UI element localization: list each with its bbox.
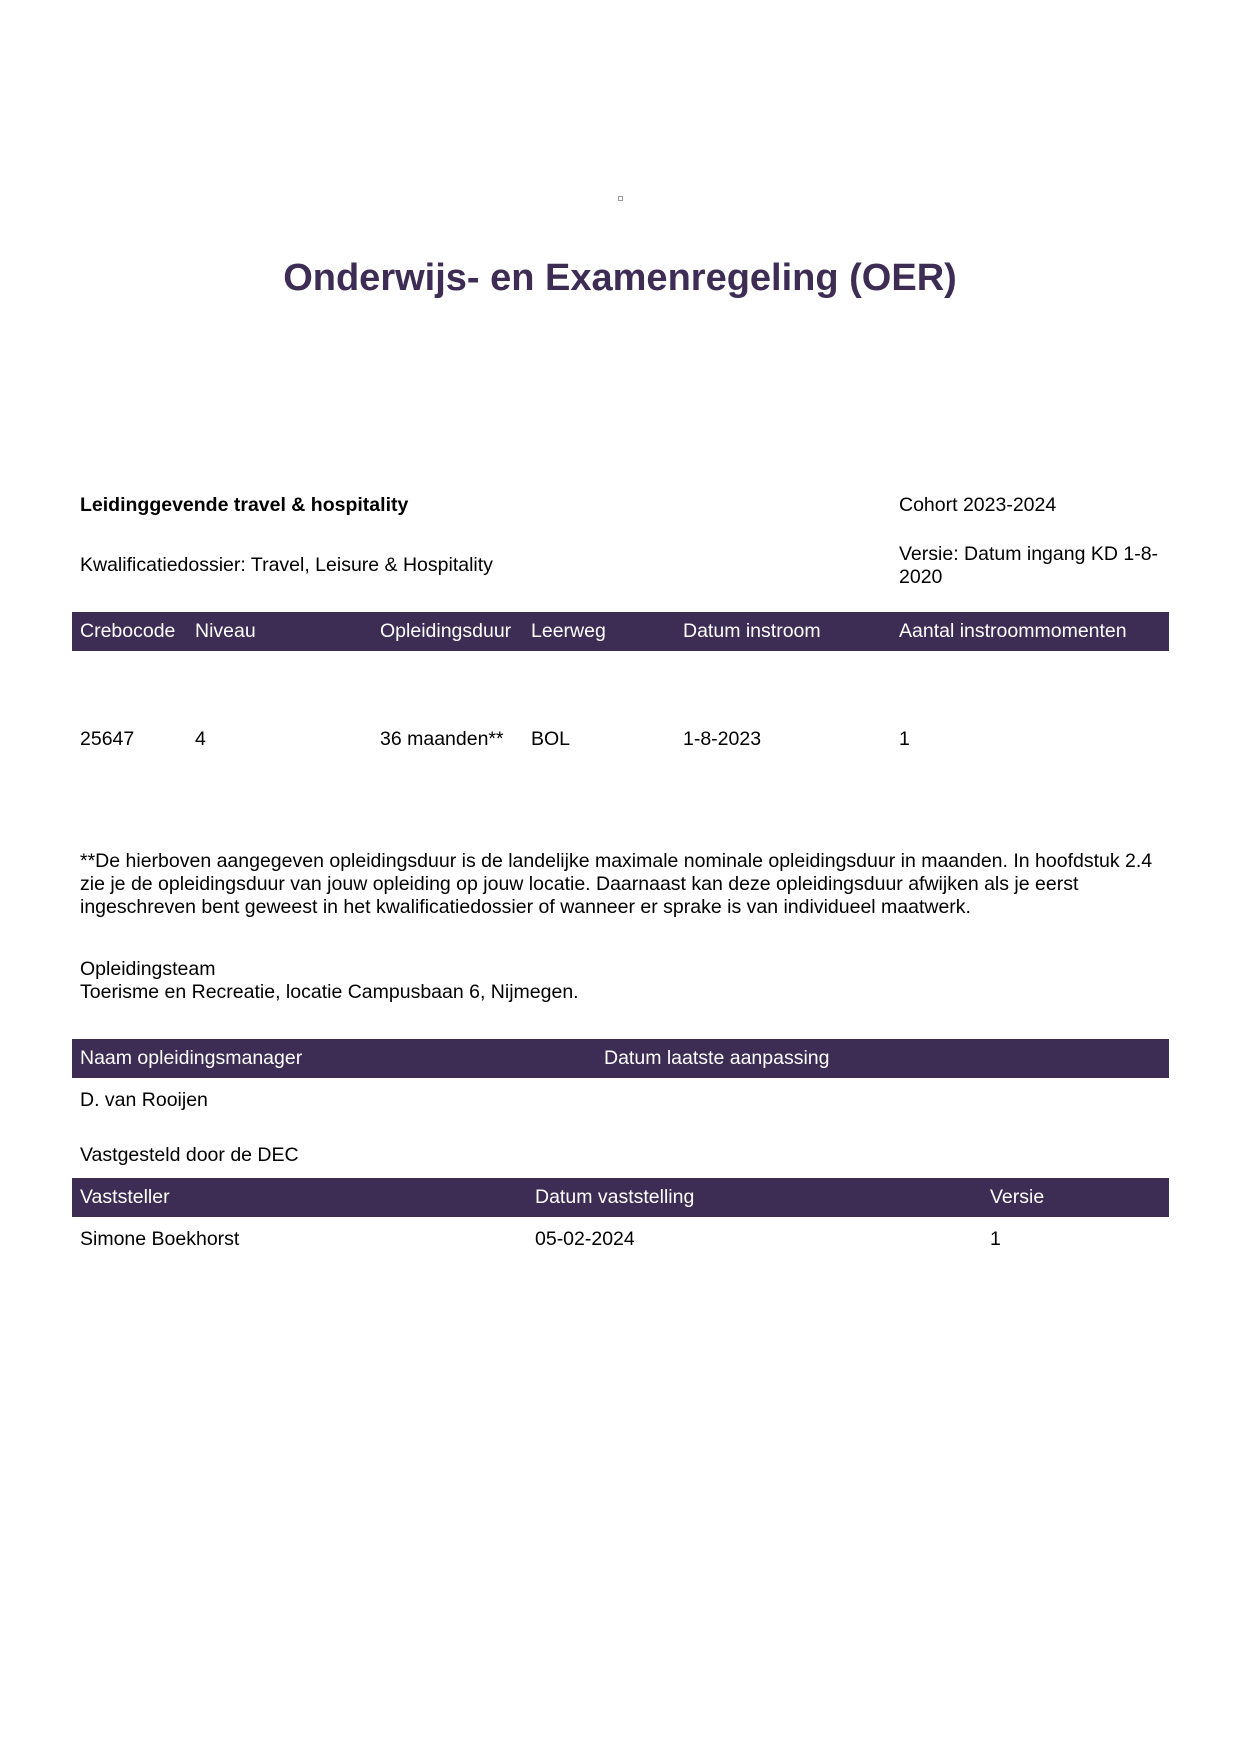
cell-datum-vaststelling: 05-02-2024 xyxy=(535,1228,635,1250)
versie-label: Versie: Datum ingang KD 1-8-2020 xyxy=(899,543,1159,588)
header-niveau: Niveau xyxy=(195,620,256,642)
header-naam-opleidingsmanager: Naam opleidingsmanager xyxy=(80,1047,303,1069)
dec-label: Vastgesteld door de DEC xyxy=(80,1144,299,1166)
cohort-label: Cohort 2023-2024 xyxy=(899,494,1057,516)
cell-opleidingsduur: 36 maanden** xyxy=(380,728,504,750)
manager-table-row xyxy=(72,1089,1169,1112)
program-table-row xyxy=(72,728,1169,751)
header-datum-vaststelling: Datum vaststelling xyxy=(535,1186,695,1208)
manager-table-header xyxy=(72,1039,1169,1078)
kwalificatiedossier-label: Kwalificatiedossier: Travel, Leisure & Hospitality xyxy=(80,554,493,576)
header-leerweg: Leerweg xyxy=(531,620,606,642)
vaststelling-table-row xyxy=(72,1228,1169,1251)
header-versie: Versie xyxy=(990,1186,1045,1208)
cell-naam-opleidingsmanager: D. van Rooijen xyxy=(80,1089,208,1111)
program-name: Leidinggevende travel & hospitality xyxy=(80,494,409,516)
logo-placeholder-icon xyxy=(618,196,623,201)
vaststelling-table-header xyxy=(72,1178,1169,1217)
header-crebocode: Crebocode xyxy=(80,620,176,642)
opleidingsteam-label: Opleidingsteam xyxy=(80,958,216,980)
cell-niveau: 4 xyxy=(195,728,206,750)
cell-crebocode: 25647 xyxy=(80,728,135,750)
header-datum-laatste-aanpassing: Datum laatste aanpassing xyxy=(604,1047,830,1069)
document-title: Onderwijs- en Examenregeling (OER) xyxy=(283,257,957,299)
opleidingsteam-value: Toerisme en Recreatie, locatie Campusbaan 6, Nijmegen. xyxy=(80,981,579,1003)
cell-datum-instroom: 1-8-2023 xyxy=(683,728,762,750)
header-aantal-instroommomenten: Aantal instroommomenten xyxy=(899,620,1127,642)
header-opleidingsduur: Opleidingsduur xyxy=(380,620,512,642)
header-vaststeller: Vaststeller xyxy=(80,1186,170,1208)
cell-leerweg: BOL xyxy=(531,728,571,750)
header-datum-instroom: Datum instroom xyxy=(683,620,821,642)
cell-vaststeller: Simone Boekhorst xyxy=(80,1228,240,1250)
program-table-header xyxy=(72,612,1169,651)
opleidingsteam-block xyxy=(80,958,1165,1004)
footnote: **De hierboven aangegeven opleidingsduur is de landelijke maximale nominale opleidingsduur in maanden. In hoofdstuk 2.4 zie je de opleidingsduur van jouw opleiding op jouw locatie. Daarnaast kan deze opleidingsduur afwijken als je eerst ingeschreven bent geweest in het kwalificatiedossier of wanneer er sprake is van individueel maatwerk. xyxy=(80,850,1153,918)
cell-versie: 1 xyxy=(990,1228,1001,1250)
cell-aantal-instroommomenten: 1 xyxy=(899,728,910,750)
